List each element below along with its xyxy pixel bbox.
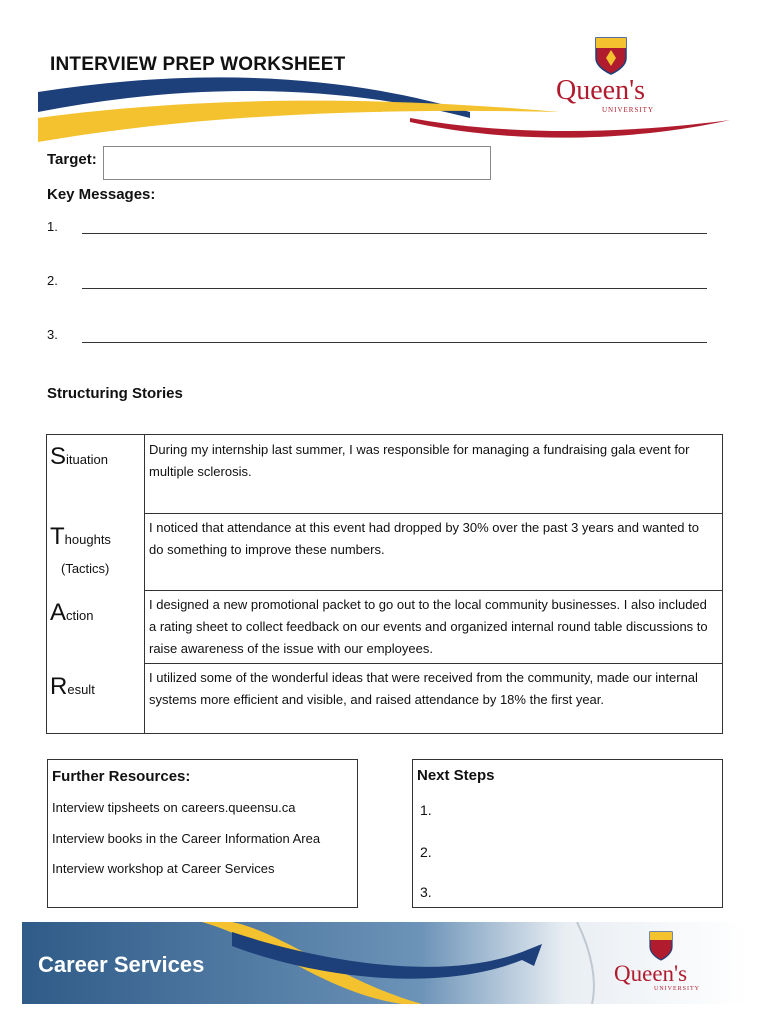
structuring-stories-heading: Structuring Stories [47, 385, 183, 402]
story-row-label-action [50, 599, 93, 627]
footer-banner [22, 922, 747, 1004]
story-text-situation: During my internship last summer, I was responsible for managing a fundraising gala event for multiple sclerosis. [149, 442, 690, 479]
page-title: INTERVIEW PREP WORKSHEET [50, 54, 346, 75]
table-divider [144, 590, 722, 591]
next-steps-box [412, 759, 723, 908]
key-messages-label: Key Messages: [47, 186, 156, 203]
logo-text: Queen's [556, 75, 646, 106]
resource-item: Interview tipsheets on careers.queensu.ca [52, 800, 296, 815]
next-step-item[interactable]: 1. [420, 802, 432, 818]
resource-item: Interview workshop at Career Services [52, 861, 275, 876]
queens-logo [556, 36, 668, 116]
story-table [46, 434, 723, 734]
footer-queens-logo [614, 930, 724, 1000]
next-steps-heading: Next Steps [417, 767, 495, 784]
key-message-line[interactable] [82, 342, 707, 343]
table-divider [144, 513, 722, 514]
story-subtitle-tactics: (Tactics) [61, 561, 110, 576]
story-text-action: I designed a new promotional packet to go out to the local community businesses. I also included a rating sheet to collect feedback on our events and organized internal round table discussions to raise awareness of the issue with our employees. [149, 597, 708, 656]
key-message-number: 3. [47, 327, 58, 342]
target-input[interactable] [103, 146, 491, 180]
table-divider [144, 663, 722, 664]
key-message-line[interactable] [82, 288, 707, 289]
key-message-line[interactable] [82, 233, 707, 234]
crest-icon [594, 36, 628, 76]
resource-item: Interview books in the Career Information Area [52, 831, 321, 846]
story-row-label-result [50, 673, 95, 701]
key-message-number: 2. [47, 273, 58, 288]
story-label-rest: esult [67, 682, 95, 697]
career-services-label: Career Services [38, 952, 205, 977]
further-resources-box [47, 759, 358, 908]
logo-subtext: UNIVERSITY [602, 106, 654, 114]
next-step-item[interactable]: 2. [420, 844, 432, 860]
crest-icon [648, 930, 674, 962]
story-letter: A [50, 599, 67, 626]
further-resources-heading: Further Resources: [52, 768, 191, 785]
target-label: Target: [47, 151, 97, 168]
story-row-label-thoughts [50, 523, 111, 551]
footer-logo-text: Queen's [614, 961, 688, 986]
story-letter: S [50, 443, 67, 470]
footer-logo-subtext: UNIVERSITY [654, 986, 700, 992]
story-letter: R [50, 673, 68, 700]
next-step-item[interactable]: 3. [420, 884, 432, 900]
story-label-rest: houghts [64, 532, 111, 547]
story-label-rest: ituation [66, 452, 108, 467]
story-label-rest: ction [66, 608, 94, 623]
story-letter: T [50, 523, 65, 550]
key-message-number: 1. [47, 219, 58, 234]
table-divider [144, 435, 145, 733]
story-text-result: I utilized some of the wonderful ideas that were received from the community, made our internal systems more efficient and visible, and raised attendance by 18% the first year. [149, 670, 698, 707]
story-text-thoughts: I noticed that attendance at this event had dropped by 30% over the past 3 years and wanted to do something to improve these numbers. [149, 520, 699, 557]
story-row-label-situation [50, 443, 108, 471]
